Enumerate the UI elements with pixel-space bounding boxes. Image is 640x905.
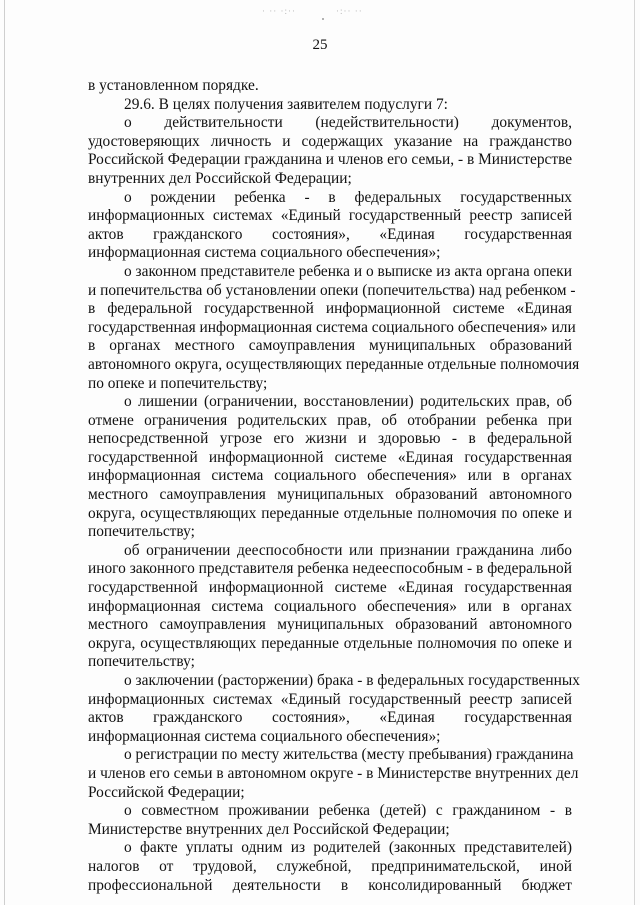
text-line: государственной информационной системе «Единая государственная (88, 579, 572, 597)
text-line: в установленном порядке. (88, 77, 259, 94)
text-line: и попечительства об установлении опеки (попечительства) над ребенком - (88, 281, 576, 299)
text-line: 29.6. В целях получения заявителем подуслуги 7: (124, 95, 448, 113)
text-line: Российской Федерации; (88, 783, 245, 801)
text-line: о регистрации по месту жительства (месту пребывания) гражданина (124, 746, 574, 764)
text-line: о лишении (ограничении, восстановлении) родительских прав, об (124, 393, 572, 411)
text-line: и членов его семьи в автономном округе - в Министерстве внутренних дел (88, 764, 579, 782)
text-line: о совместном проживании ребенка (детей) с гражданином - в (124, 802, 572, 820)
text-line: информационная система социального обеспечения» или в органах (88, 467, 572, 485)
text-line: иного законного представителя ребенка недееспособным - в федеральной (88, 560, 572, 578)
text-line: информационная система социального обеспечения»; (88, 244, 441, 262)
text-line: о действительности (недействительности) документов, (124, 114, 572, 132)
text-line: информационная система социального обеспечения»; (88, 727, 441, 745)
text-line: информационных системах «Единый государственный реестр записей (88, 690, 572, 708)
scan-artifact-dot (322, 18, 324, 20)
text-line: Министерстве внутренних дел Российской Федерации; (88, 820, 450, 838)
text-line: в органах местного самоуправления муниципальных образований (88, 337, 572, 355)
text-line: о законном представителе ребенка и о выписке из акта органа опеки (124, 262, 572, 280)
text-line: местного самоуправления муниципальных образований автономного (88, 486, 572, 504)
text-line: непосредственной угрозе его жизни и здоровью - в федеральной (88, 430, 572, 448)
text-line: округа, осуществляющих переданные отдельные полномочия по опеке и (88, 504, 572, 522)
text-line: информационных системах «Единый государственный реестр записей (88, 207, 572, 225)
text-line: удостоверяющих личность и содержащих указание на гражданство (88, 132, 572, 150)
text-line: налогов от трудовой, служебной, предпринимательской, иной (88, 857, 572, 875)
text-line: внутренних дел Российской Федерации; (88, 169, 352, 187)
text-line: Российской Федерации гражданина и членов его семьи, - в Министерстве (88, 151, 573, 169)
text-line: местного самоуправления муниципальных образований автономного (88, 616, 572, 634)
text-line: государственная информационная система социального обеспечения» или (88, 318, 576, 336)
scan-edge-left (4, 0, 5, 905)
text-line: попечительству; (88, 653, 195, 671)
text-line: попечительству; (88, 523, 195, 541)
text-line: о факте уплаты одним из родителей (законных представителей) (124, 839, 572, 857)
page-number: 25 (312, 37, 328, 53)
text-line: по опеке и попечительству; (88, 374, 268, 392)
scan-edge-right (634, 0, 635, 905)
text-line: отмене ограничения родительских прав, об отобрании ребенка при (88, 411, 572, 429)
text-line: о рождении ребенка - в федеральных государственных (124, 188, 572, 206)
text-line: государственной информационной системе «Единая государственная (88, 448, 572, 466)
text-line: об ограничении дееспособности или признании гражданина либо (124, 541, 572, 559)
text-line: актов гражданского состояния», «Единая государственная (88, 225, 572, 243)
scan-artifact-left: · ·· ·:·· (262, 6, 296, 16)
document-body (88, 77, 580, 895)
scan-artifact-right: ·:·· ·· (336, 6, 363, 16)
text-line: актов гражданского состояния», «Единая государственная (88, 709, 572, 727)
text-line: о заключении (расторжении) брака - в федеральных государственных (124, 672, 580, 689)
text-line: в федеральной государственной информационной системе «Единая (88, 300, 572, 318)
text-line: информационная система социального обеспечения» или в органах (88, 597, 572, 615)
text-line: округа, осуществляющих переданные отдельные полномочия по опеке и (88, 634, 572, 652)
text-line: автономного округа, осуществляющих переданные отдельные полномочия (88, 355, 580, 373)
text-line: профессиональной деятельности в консолидированный бюджет (88, 876, 572, 894)
